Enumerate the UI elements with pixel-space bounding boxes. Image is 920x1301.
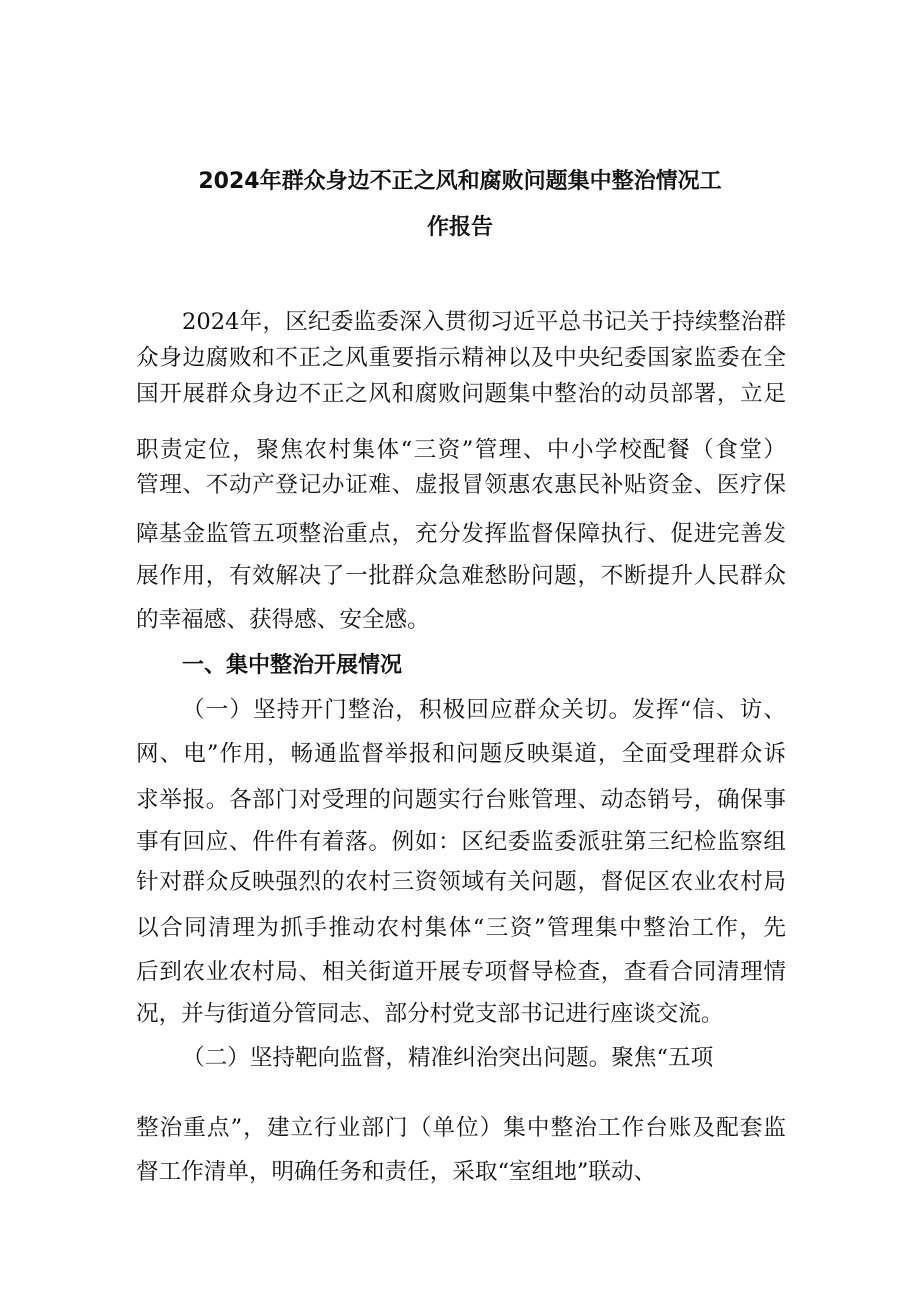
paragraph-line: 职责定位，聚焦农村集体“三资”管理、中小学校配餐（食堂）	[136, 437, 786, 463]
paragraph-line: 管理、不动产登记办证难、虚报冒领惠农惠民补贴资金、医疗保	[136, 472, 786, 498]
paragraph-line: 整治重点”，建立行业部门（单位）集中整治工作台账及配套监	[136, 1115, 786, 1141]
paragraph-line: 障基金监管五项整治重点，充分发挥监督保障执行、促进完善发	[136, 521, 786, 547]
paragraph-line: 督工作清单，明确任务和责任，采取“室组地”联动、	[136, 1159, 657, 1185]
paragraph-line: 以合同清理为抓手推动农村集体“三资”管理集中整治工作，先	[136, 915, 786, 941]
paragraph-line: 后到农业农村局、相关街道开展专项督导检查，查看合同清理情	[136, 959, 786, 985]
paragraph-line: 展作用，有效解决了一批群众急难愁盼问题，不断提升人民群众	[136, 563, 786, 589]
paragraph-line: （二）坚持靶向监督，精准纠治突出问题。聚焦“五项	[182, 1045, 714, 1071]
paragraph-line: 众身边腐败和不正之风重要指示精神以及中央纪委国家监委在全	[136, 345, 786, 371]
report-title-line-2: 作报告	[426, 215, 493, 240]
paragraph-line: 求举报。各部门对受理的问题实行台账管理、动态销号，确保事	[136, 787, 786, 813]
paragraph-line: 针对群众反映强烈的农村三资领域有关问题，督促区农业农村局	[136, 869, 786, 895]
paragraph-line: 况，并与街道分管同志、部分村党支部书记进行座谈交流。	[136, 1001, 724, 1027]
paragraph-line: 网、电”作用，畅通监督举报和问题反映渠道，全面受理群众诉	[136, 741, 786, 767]
paragraph-line: 国开展群众身边不正之风和腐败问题集中整治的动员部署，立足	[136, 381, 786, 407]
paragraph-line: 的幸福感、获得感、安全感。	[136, 607, 430, 633]
report-title-line-1: 2024年群众身边不正之风和腐败问题集中整治情况工	[198, 169, 722, 194]
paragraph-line: （一）坚持开门整治，积极回应群众关切。发挥“信、访、	[182, 697, 786, 723]
paragraph-line: 事有回应、件件有着落。例如：区纪委监委派驻第三纪检监察组	[136, 829, 786, 855]
section-heading: 一、集中整治开展情况	[182, 653, 403, 678]
paragraph-line: 2024年，区纪委监委深入贯彻习近平总书记关于持续整治群	[182, 309, 786, 335]
